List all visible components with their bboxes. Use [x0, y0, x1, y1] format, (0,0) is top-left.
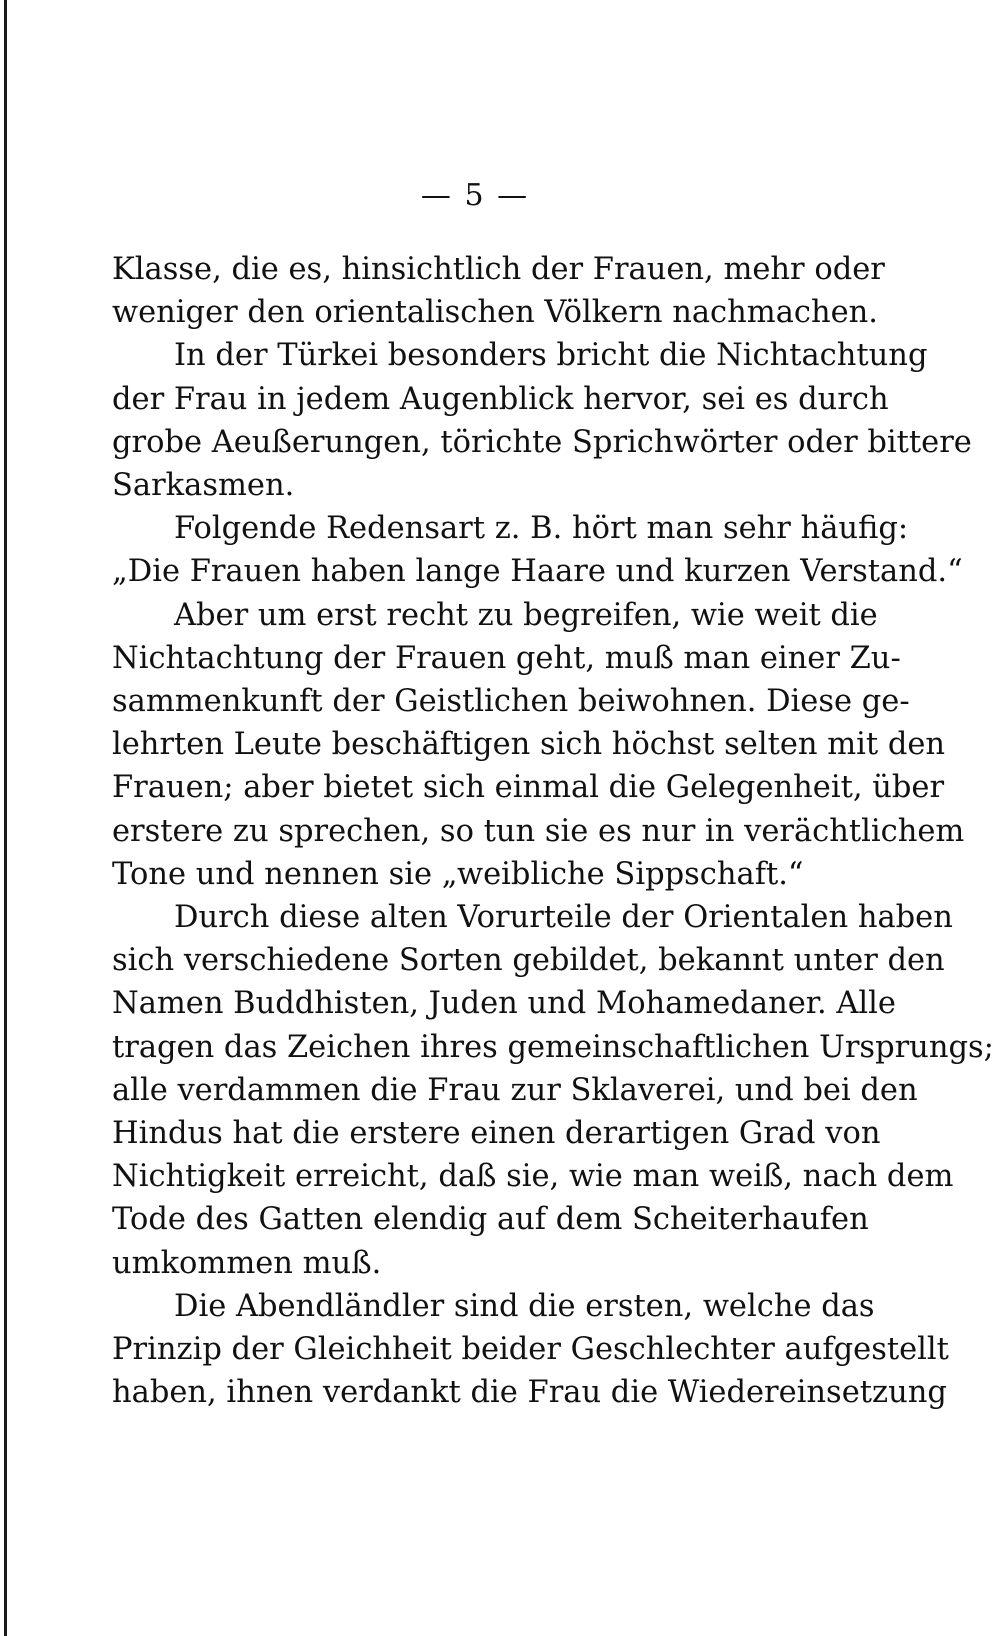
text-line: Sarkasmen. — [112, 468, 295, 504]
text-line: In der Türkei besonders bricht die Nichtachtung — [174, 338, 928, 374]
text-line: erstere zu sprechen, so tun sie es nur in verächtlichem — [112, 813, 965, 849]
text-line: Nichtachtung der Frauen geht, muß man einer Zu- — [112, 640, 901, 676]
text-line: sammenkunft der Geistlichen beiwohnen. Diese ge- — [112, 684, 910, 720]
paragraph — [112, 594, 965, 896]
text-line: haben, ihnen verdankt die Frau die Wiedereinsetzung — [112, 1375, 947, 1411]
text-line: Prinzip der Gleichheit beider Geschlechter aufgestellt — [112, 1332, 949, 1368]
text-line: tragen das Zeichen ihres gemeinschaftlichen Ursprungs; — [112, 1029, 994, 1065]
paragraph — [112, 334, 972, 507]
text-line: „Die Frauen haben lange Haare und kurzen Verstand.“ — [112, 554, 963, 590]
paragraph — [112, 507, 963, 593]
text-line: Nichtigkeit erreicht, daß sie, wie man weiß, nach dem — [112, 1159, 954, 1195]
body-text — [112, 248, 994, 1414]
text-line: Hindus hat die erstere einen derartigen Grad von — [112, 1116, 881, 1152]
paragraph — [112, 896, 994, 1285]
text-line: der Frau in jedem Augenblick hervor, sei es durch — [112, 381, 889, 417]
text-line: lehrten Leute beschäftigen sich höchst selten mit den — [112, 727, 946, 763]
text-line: Durch diese alten Vorurteile der Orientalen haben — [174, 900, 953, 936]
text-line: weniger den orientalischen Völkern nachmachen. — [112, 295, 878, 331]
text-line: Namen Buddhisten, Juden und Mohamedaner. Alle — [112, 986, 896, 1022]
text-line: grobe Aeußerungen, törichte Sprichwörter oder bittere — [112, 424, 972, 460]
text-line: Die Abendländler sind die ersten, welche das — [174, 1288, 875, 1324]
text-line: Tone und nennen sie „weibliche Sippschaft.“ — [112, 856, 804, 892]
paragraph — [112, 248, 885, 334]
text-line: alle verdammen die Frau zur Sklaverei, und bei den — [112, 1072, 918, 1108]
text-line: Aber um erst recht zu begreifen, wie weit die — [174, 597, 878, 633]
text-line: sich verschiedene Sorten gebildet, bekannt unter den — [112, 943, 945, 979]
text-line: umkommen muß. — [112, 1245, 382, 1281]
page-number: — 5 — — [420, 178, 530, 213]
text-line: Klasse, die es, hinsichtlich der Frauen, mehr oder — [112, 252, 885, 287]
paragraph — [112, 1285, 949, 1415]
text-line: Folgende Redensart z. B. hört man sehr häufig: — [174, 511, 909, 547]
page-edge-rule — [4, 0, 7, 1636]
text-line: Frauen; aber bietet sich einmal die Gelegenheit, über — [112, 770, 945, 806]
text-line: Tode des Gatten elendig auf dem Scheiterhaufen — [112, 1202, 869, 1238]
